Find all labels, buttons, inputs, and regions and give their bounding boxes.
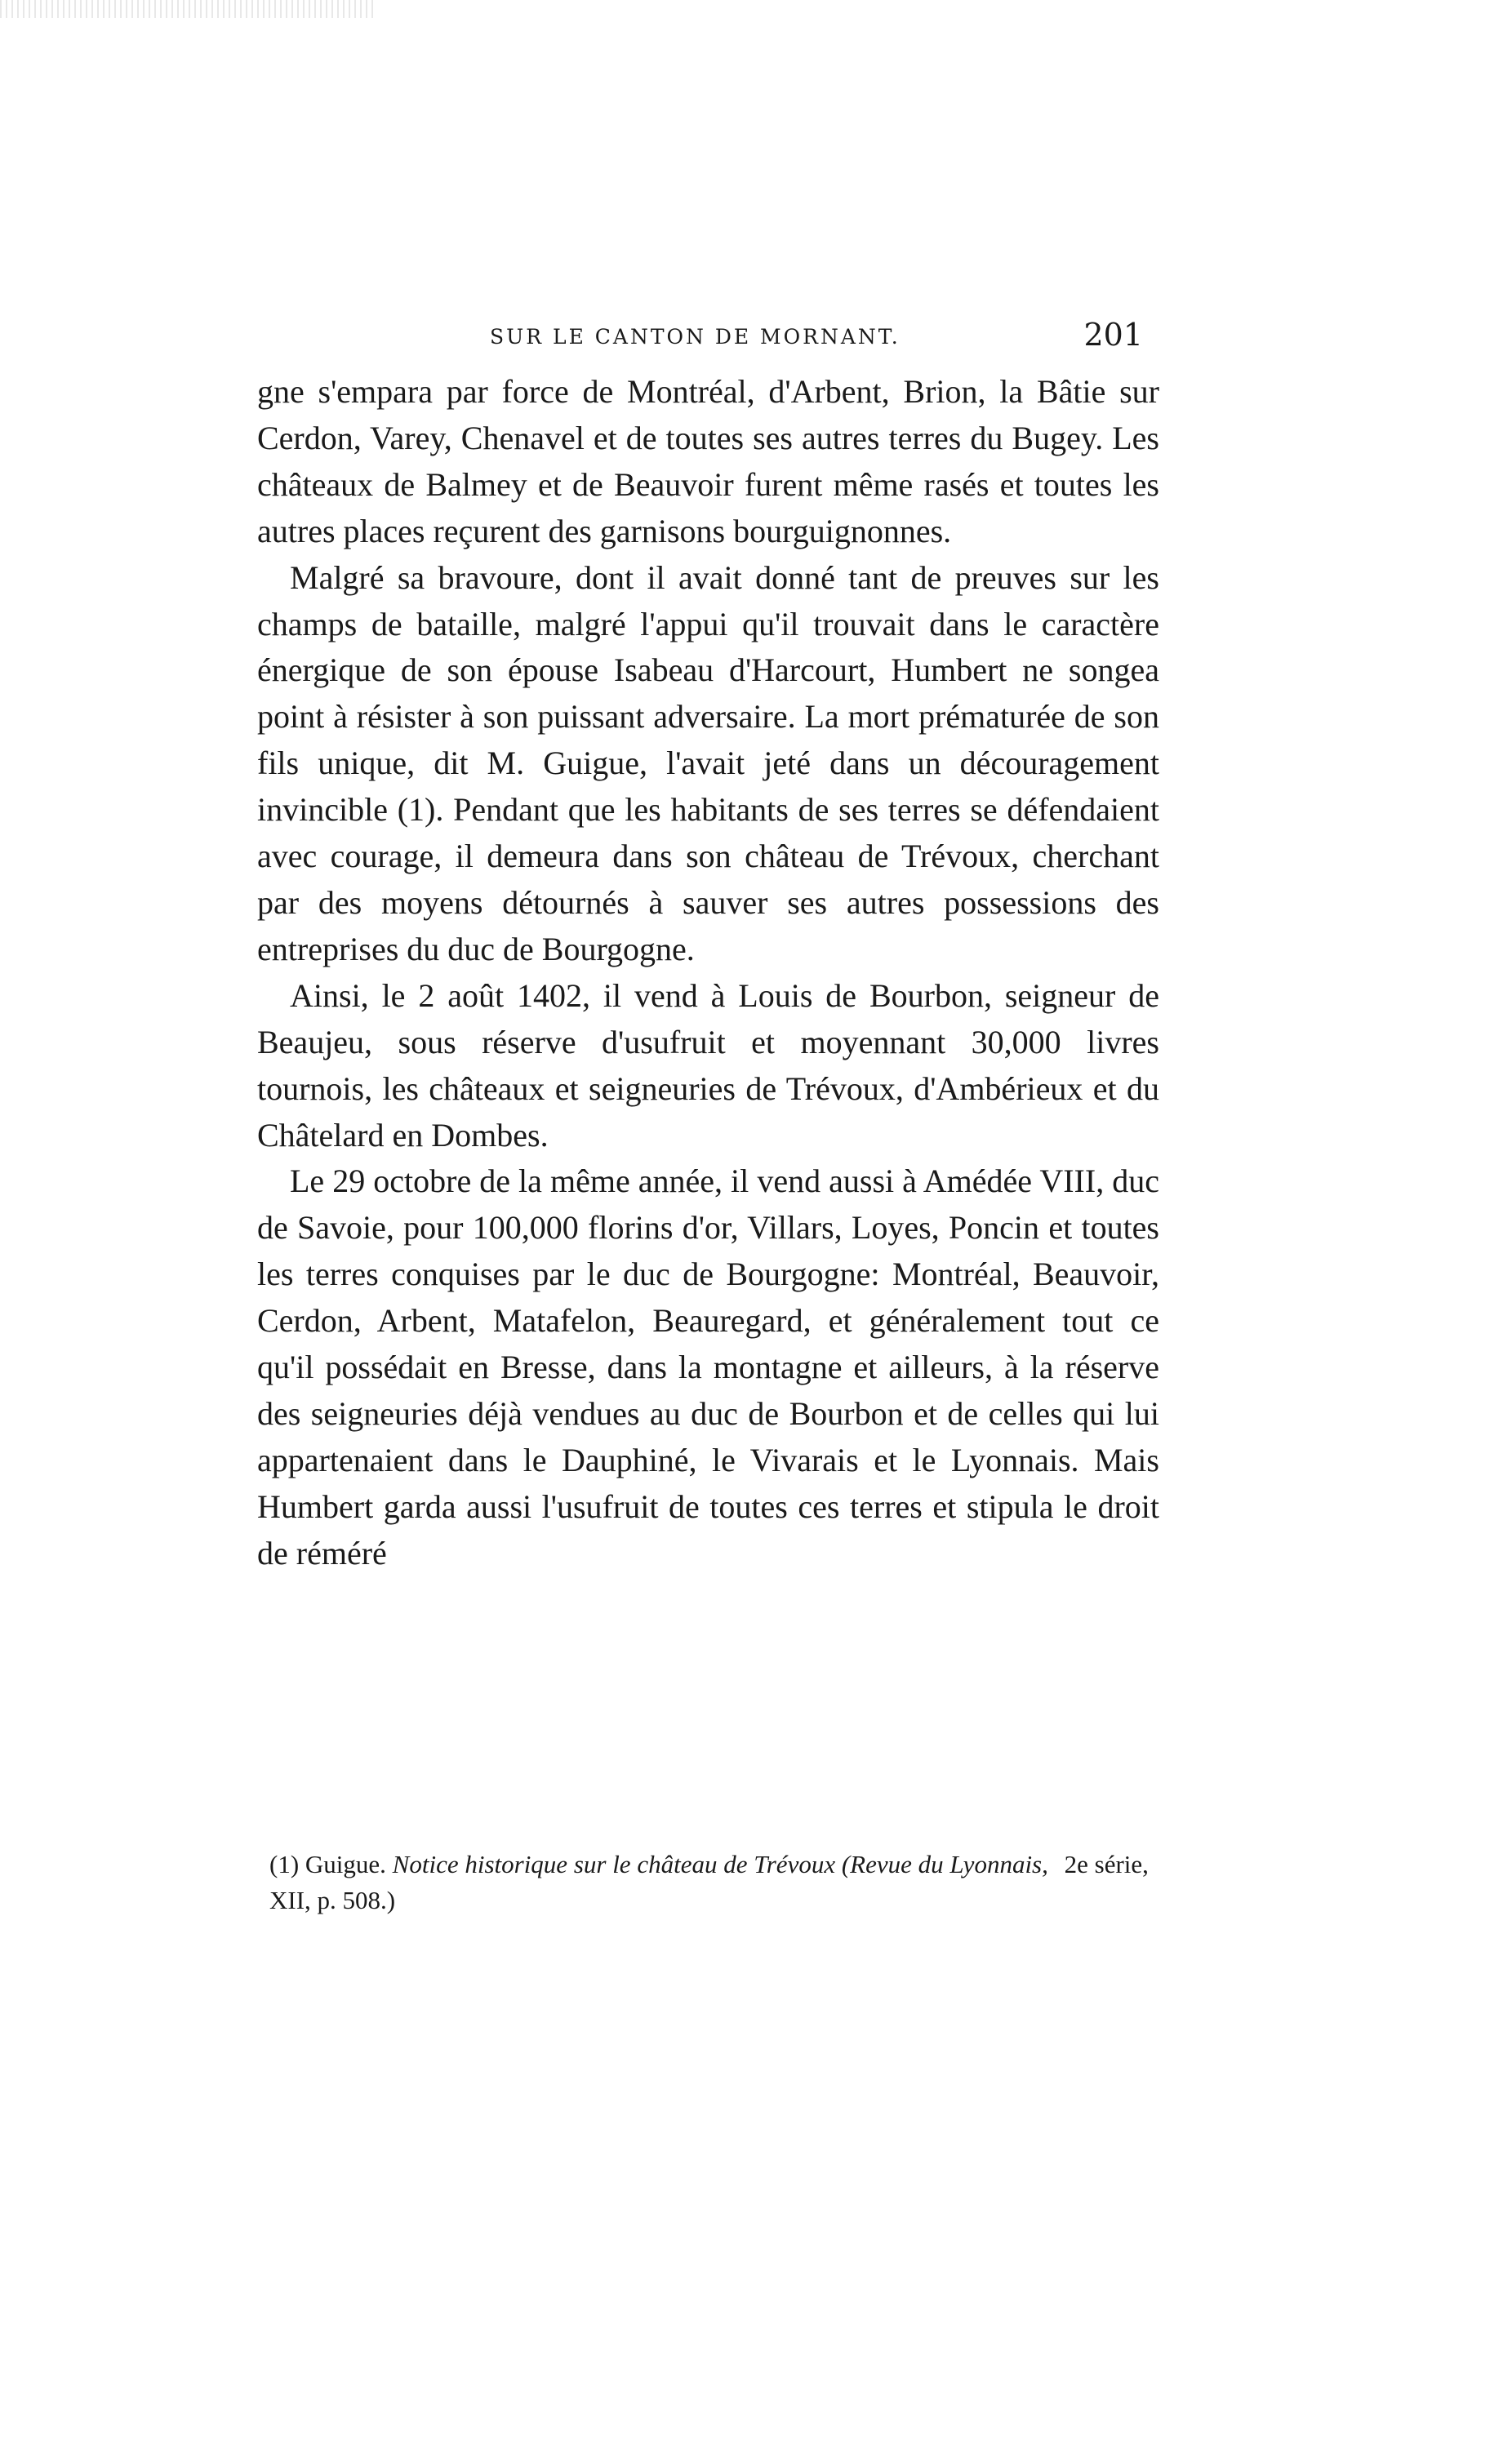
running-title: SUR LE CANTON DE MORNANT. bbox=[490, 325, 901, 349]
paragraph: gne s'empara par force de Montréal, d'Arbent, Brion, la Bâtie sur Cerdon, Varey, Chenavel et de toutes ses autres terres du Bugey. Les châteaux de Balmey et de Beauvoir furent même rasés et toutes les autres places reçurent des garnisons bourguignonnes. bbox=[257, 373, 1159, 549]
footnote bbox=[269, 1847, 1159, 1918]
scan-speckle bbox=[0, 0, 376, 18]
footnote-title: Notice historique sur le château de Trévoux (Revue du Lyonnais, bbox=[392, 1850, 1048, 1878]
footnote-author: Guigue. bbox=[305, 1850, 386, 1878]
footnote-number: (1) bbox=[269, 1850, 300, 1878]
page-number: 201 bbox=[1083, 317, 1143, 353]
footnote-reference: 2e série, XII, p. 508.) bbox=[269, 1850, 1149, 1914]
paragraph: Malgré sa bravoure, dont il avait donné tant de preuves sur les champs de bataille, malgré l'appui qu'il trouvait dans le caractère énergique de son épouse Isabeau d'Harcourt, Humbert ne songea point à résister à son puissant adversaire. La mort prématurée de son fils unique, dit M. Guigue, l'avait jeté dans un découragement invincible (1). Pendant que les habitants de ses terres se défendaient avec courage, il demeura dans son château de Trévoux, cherchant par des moyens détournés à sauver ses autres possessions des entreprises du duc de Bourgogne. bbox=[257, 558, 1159, 967]
paragraph: Ainsi, le 2 août 1402, il vend à Louis de Bourbon, seigneur de Beaujeu, sous réserve d'usufruit et moyennant 30,000 livres tournois, les châteaux et seigneuries de Trévoux, d'Ambérieux et du Châtelard en Dombes. bbox=[257, 976, 1159, 1154]
page-header bbox=[490, 317, 1143, 366]
paragraph: Le 29 octobre de la même année, il vend aussi à Amédée VIII, duc de Savoie, pour 100,000 florins d'or, Villars, Loyes, Poncin et toutes les terres conquises par le duc de Bourgogne: Montréal, Beauvoir, Cerdon, Arbent, Matafelon, Beauregard, et généralement tout ce qu'il possédait en Bresse, dans la montagne et ailleurs, à la réserve des seigneuries déjà vendues au duc de Bourbon et de celles qui lui appartenaient dans le Dauphiné, le Vivarais et le Lyonnais. Mais Humbert garda aussi l'usufruit de toutes ces terres et stipula le droit de réméré bbox=[257, 1162, 1159, 1571]
body-text bbox=[257, 369, 1159, 1577]
